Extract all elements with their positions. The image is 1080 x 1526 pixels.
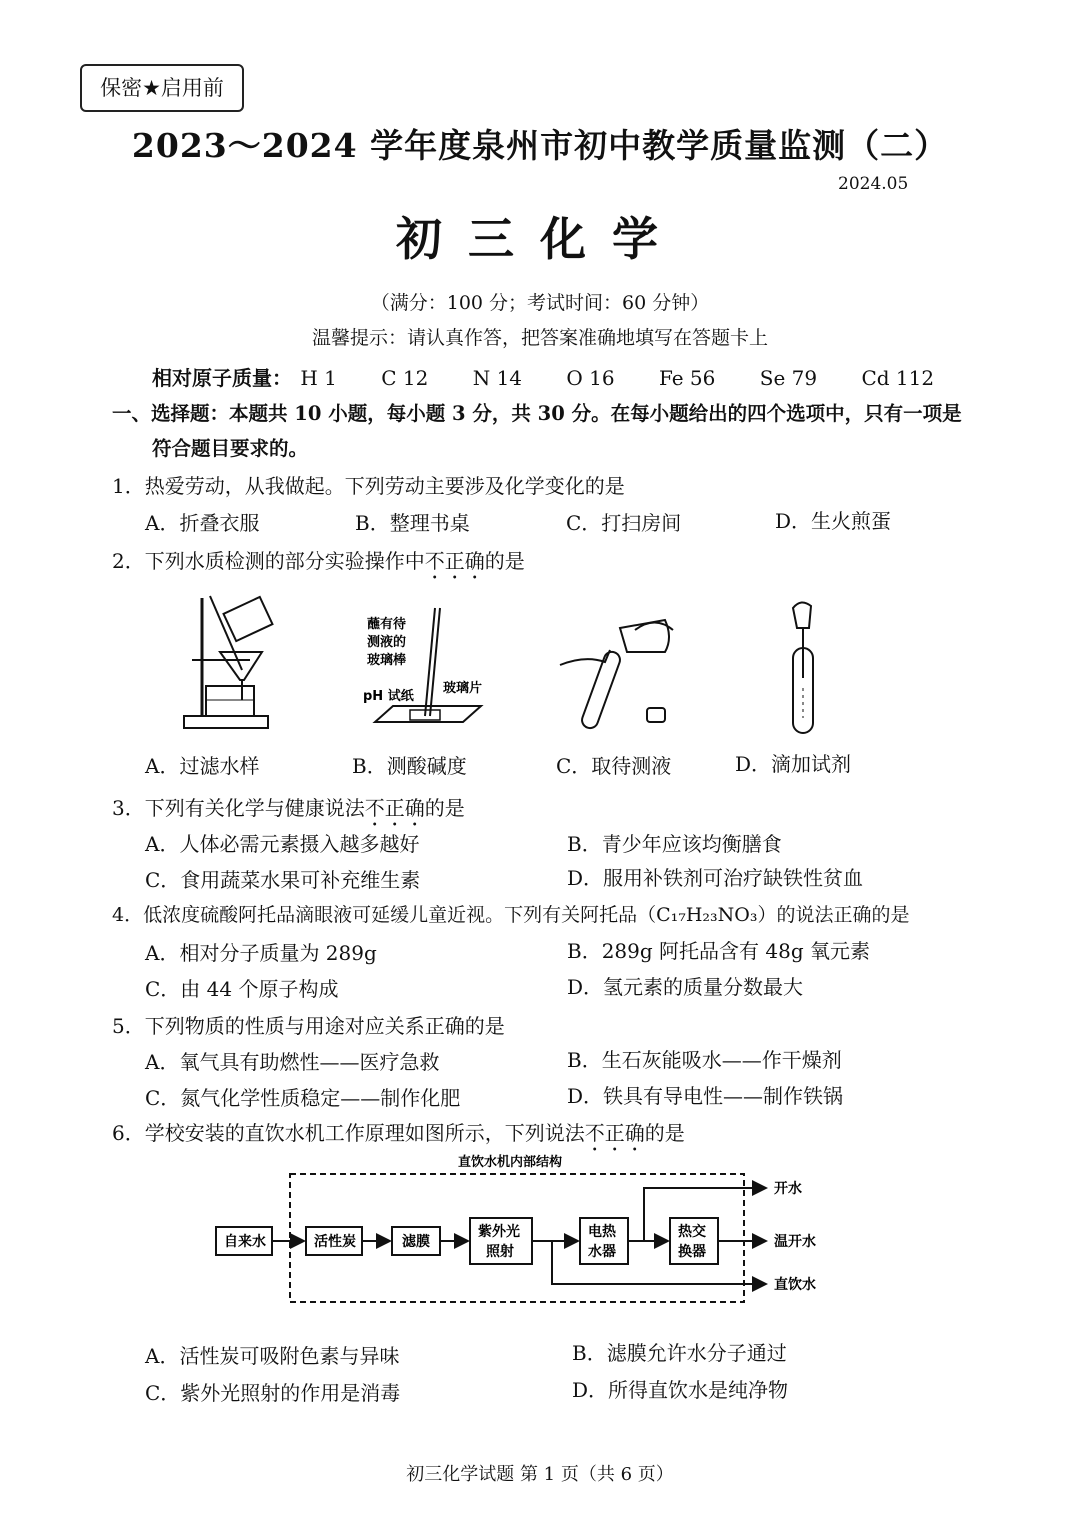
question-2-option-c: C．取待测液: [556, 754, 672, 778]
question-2-stem-pre: 2．下列水质检测的部分实验操作中: [112, 549, 425, 573]
atomic-mass-cd: Cd 112: [861, 366, 935, 390]
filtration-apparatus-figure: [180, 590, 280, 740]
ph-glass-label: 玻璃片: [443, 681, 483, 696]
question-4-option-c: C．由 44 个原子构成: [145, 977, 339, 1001]
direct-drinking-water-label: 直饮水: [774, 1277, 816, 1293]
ph-test-figure: [355, 600, 490, 730]
question-6-option-a: A．活性炭可吸附色素与异味: [145, 1344, 400, 1368]
question-6-option-b: B．滤膜允许水分子通过: [572, 1341, 787, 1365]
ph-rod-label-1: 蘸有待: [367, 617, 407, 632]
heater-label-1: 电热: [588, 1224, 616, 1240]
ph-rod-label-3: 玻璃棒: [367, 653, 407, 668]
exam-date: 2024.05: [838, 174, 909, 194]
atomic-mass-row: [152, 362, 934, 391]
atomic-mass-label: 相对原子质量：: [152, 366, 292, 390]
sample-pouring-figure: [555, 610, 685, 735]
atomic-mass-n: N 14: [472, 366, 523, 390]
question-3-option-b: B．青少年应该均衡膳食: [567, 832, 782, 856]
question-5-option-c: C．氮气化学性质稳定——制作化肥: [145, 1086, 461, 1110]
exchanger-label-1: 热交: [678, 1224, 706, 1240]
warm-water-label: 温开水: [774, 1234, 816, 1250]
atomic-mass-o: O 16: [566, 366, 615, 390]
question-3-option-d: D．服用补铁剂可治疗缺铁性贫血: [567, 866, 864, 890]
question-1-stem: 1．热爱劳动，从我做起。下列劳动主要涉及化学变化的是: [112, 474, 625, 498]
question-6-option-c: C．紫外光照射的作用是消毒: [145, 1381, 401, 1405]
question-2-stem-emph: 不正确: [424, 549, 485, 573]
exam-title: 2023～2024 学年度泉州市初中教学质量监测（二）: [131, 126, 949, 165]
atomic-mass-c: C 12: [381, 366, 429, 390]
score-time: （满分：100 分；考试时间：60 分钟）: [370, 292, 710, 314]
question-1-option-c: C．打扫房间: [566, 511, 682, 535]
question-3-option-c: C．食用蔬菜水果可补充维生素: [145, 868, 421, 892]
question-1-option-b: B．整理书桌: [355, 511, 470, 535]
question-2-option-a: A．过滤水样: [145, 754, 260, 778]
atomic-mass-fe: Fe 56: [658, 366, 716, 390]
question-5-option-d: D．铁具有导电性——制作铁锅: [567, 1084, 844, 1108]
question-2-stem: [112, 545, 525, 584]
exchanger-label-2: 换器: [678, 1244, 706, 1260]
question-3-stem-post: 的是: [424, 796, 465, 820]
question-3-stem-pre: 3．下列有关化学与健康说法: [112, 796, 365, 820]
question-5-stem: 5．下列物质的性质与用途对应关系正确的是: [112, 1014, 505, 1038]
question-6-stem-post: 的是: [644, 1121, 685, 1145]
activated-carbon-label: 活性炭: [314, 1234, 356, 1250]
question-4-option-b: B．289g 阿托品含有 48g 氧元素: [567, 939, 870, 963]
ph-paper-label: pH 试纸: [363, 689, 414, 704]
uv-label-1: 紫外光: [478, 1224, 520, 1240]
atomic-mass-se: Se 79: [759, 366, 818, 390]
question-5-option-b: B．生石灰能吸水——作干燥剂: [567, 1048, 842, 1072]
dropper-figure: [775, 598, 835, 738]
heater-label-2: 水器: [588, 1244, 616, 1260]
boiling-water-label: 开水: [774, 1181, 802, 1197]
subject-title: 初三化学: [396, 212, 684, 266]
question-4-stem-pre: 4．低浓度硫酸阿托品滴眼液可延缓儿童近视。下列有关阿托品（: [112, 904, 657, 926]
question-6-stem-emph: 不正确: [584, 1121, 645, 1145]
confidential-label: 保密★启用前: [80, 64, 244, 112]
section-heading-cont: 符合题目要求的。: [152, 437, 309, 460]
question-3-stem: [112, 792, 465, 831]
tap-water-label: 自来水: [224, 1234, 266, 1250]
uv-label-2: 照射: [486, 1244, 514, 1260]
question-4-option-d: D．氢元素的质量分数最大: [567, 975, 804, 999]
atomic-mass-h: H 1: [300, 366, 337, 390]
question-2-option-d: D．滴加试剂: [735, 752, 852, 776]
water-machine-diagram: [200, 1150, 850, 1310]
question-4-stem: [112, 900, 910, 927]
question-1-option-a: A．折叠衣服: [145, 511, 260, 535]
question-2-option-b: B．测酸碱度: [352, 754, 467, 778]
question-3-option-a: A．人体必需元素摄入越多越好: [145, 832, 420, 856]
question-6-option-d: D．所得直饮水是纯净物: [572, 1378, 789, 1402]
question-6-stem-pre: 6．学校安装的直饮水机工作原理如图所示，下列说法: [112, 1121, 585, 1145]
question-1-option-d: D．生火煎蛋: [775, 509, 892, 533]
filter-membrane-label: 滤膜: [402, 1234, 430, 1250]
question-3-stem-emph: 不正确: [364, 796, 425, 820]
ph-rod-label-2: 测液的: [367, 635, 407, 650]
diagram-title: 直饮水机内部结构: [458, 1155, 563, 1170]
atropine-formula: C₁₇H₂₃NO₃: [656, 904, 758, 926]
question-4-option-a: A．相对分子质量为 289g: [145, 941, 377, 965]
question-2-stem-post: 的是: [484, 549, 525, 573]
exam-tip: 温馨提示：请认真作答，把答案准确地填写在答题卡上: [311, 327, 768, 349]
section-heading: 一、选择题：本题共 10 小题，每小题 3 分，共 30 分。在每小题给出的四个选项中，只有一项是: [112, 402, 962, 425]
question-5-option-a: A．氧气具有助燃性——医疗急救: [145, 1050, 440, 1074]
page-footer: 初三化学试题 第 1 页（共 6 页）: [406, 1464, 674, 1485]
question-4-stem-post: ）的说法正确的是: [757, 904, 910, 926]
